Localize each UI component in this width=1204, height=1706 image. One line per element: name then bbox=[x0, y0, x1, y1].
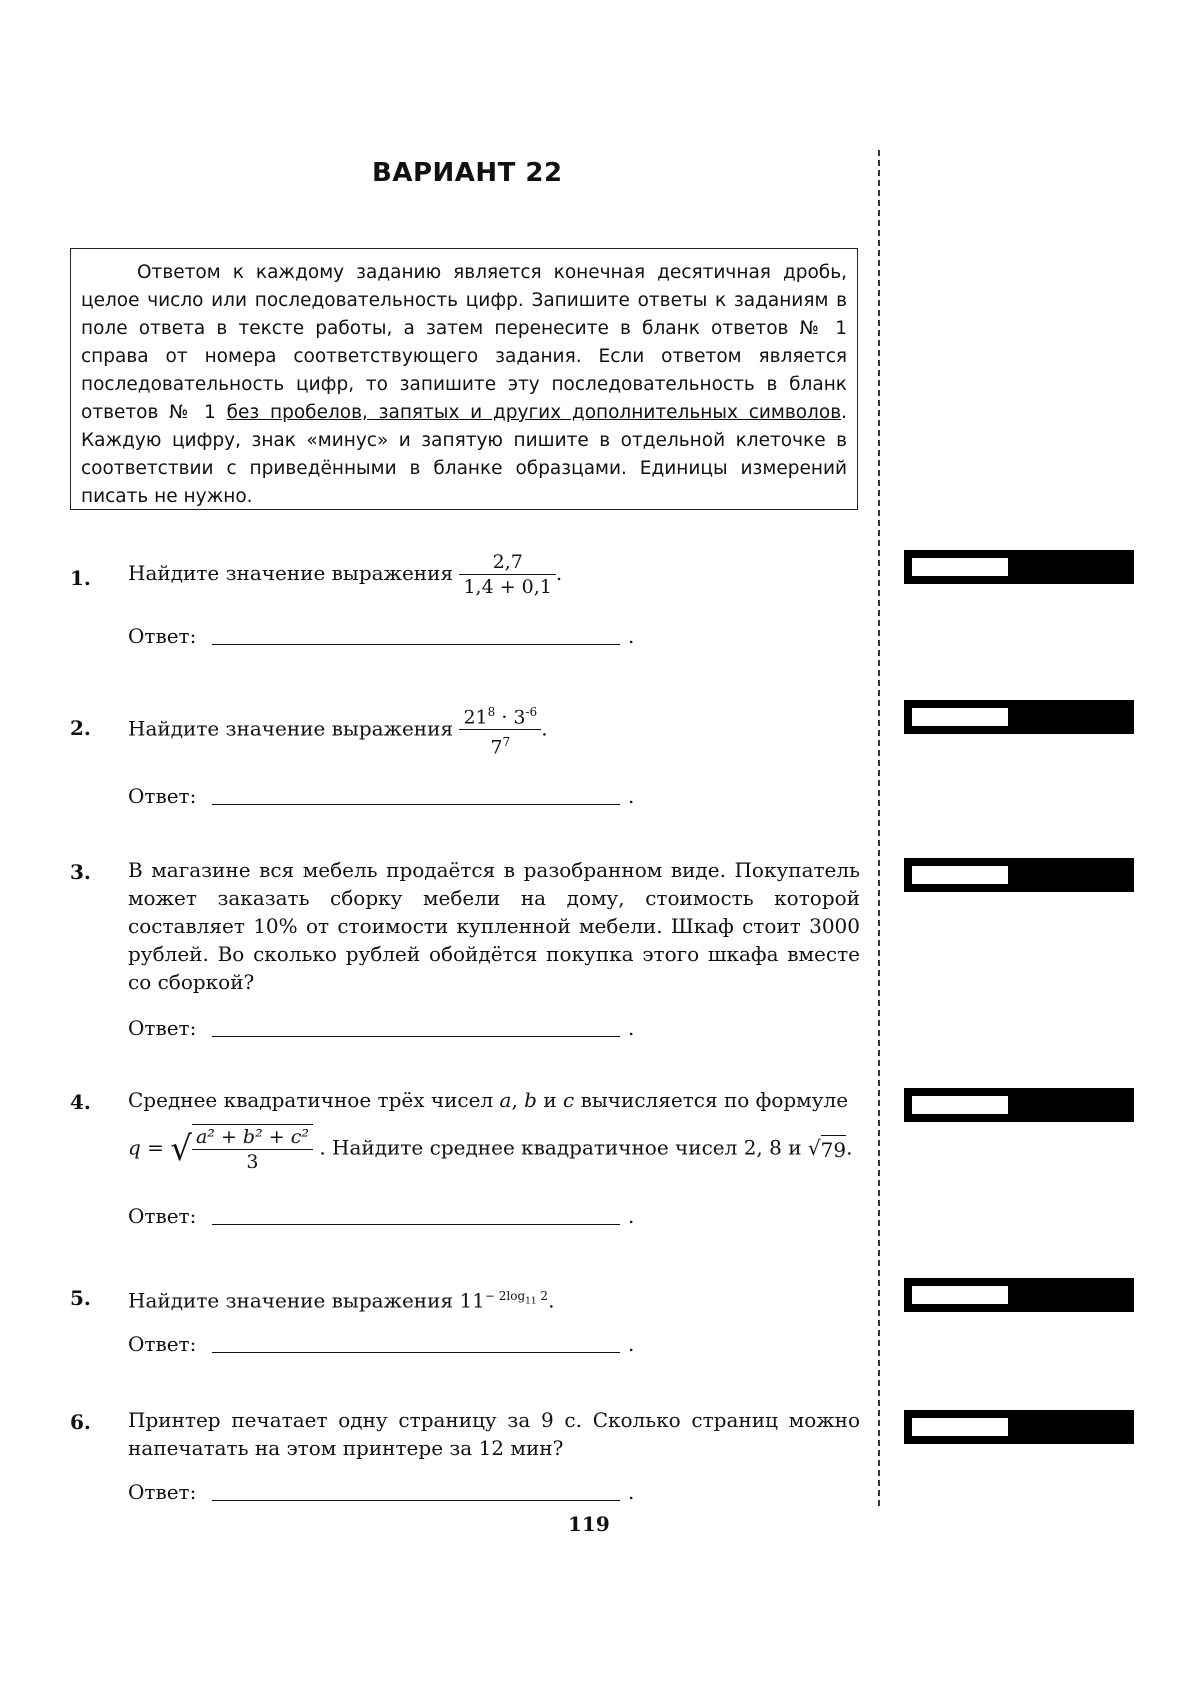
task-4-text: Среднее квадратичное трёх чисел a, b и c вычисляется по формуле bbox=[128, 1088, 849, 1112]
answer-label: Ответ: bbox=[128, 1332, 197, 1356]
task-number: 4. bbox=[70, 1090, 91, 1114]
task-number: 3. bbox=[70, 860, 91, 884]
answer-row-6: Ответ: . bbox=[128, 1480, 635, 1504]
answer-marker-3 bbox=[904, 858, 1134, 892]
cut-line bbox=[878, 150, 880, 1506]
task-number: 1. bbox=[70, 566, 91, 590]
task-3-text: В магазине вся мебель продаётся в разобранном виде. Покупатель может заказать сборку мебели на дому, стоимость которой составляет 10% от стоимости купленной мебели. Шкаф стоит 3000 рублей. Во сколько рублей обойдётся покупка этого шкафа вместе со сборкой? bbox=[128, 858, 860, 994]
task-2-text: Найдите значение выражения $\frac{21^8 \cdot 3^{-6}}{7^7}$ . bbox=[128, 700, 548, 760]
answer-marker-4 bbox=[904, 1088, 1134, 1122]
page-title: ВАРИАНТ 22 bbox=[372, 158, 563, 188]
answer-line[interactable] bbox=[212, 1500, 620, 1501]
answer-row-3: Ответ: . bbox=[128, 1016, 635, 1040]
task-number: 6. bbox=[70, 1410, 91, 1434]
sqrt: √ $\frac{\text{a² + b² + c²}}{3}$ bbox=[170, 1124, 313, 1174]
answer-label: Ответ: bbox=[128, 784, 197, 808]
instructions-box bbox=[70, 248, 858, 510]
answer-line[interactable] bbox=[212, 1036, 620, 1037]
answer-row-5: Ответ: . bbox=[128, 1332, 635, 1356]
answer-marker-2 bbox=[904, 700, 1134, 734]
fraction: $\frac{2,7}{1,4 + 0,1}$ bbox=[459, 550, 555, 599]
answer-marker-1 bbox=[904, 550, 1134, 584]
task-1-text: Найдите значение выражения $\frac{2,7}{1,4 + 0,1}$ . bbox=[128, 551, 563, 598]
answer-line[interactable] bbox=[212, 644, 620, 645]
answer-label: Ответ: bbox=[128, 1016, 197, 1040]
answer-marker-6 bbox=[904, 1410, 1134, 1444]
answer-row-2: Ответ: . bbox=[128, 784, 635, 808]
answer-label: Ответ: bbox=[128, 1204, 197, 1228]
answer-line[interactable] bbox=[212, 1352, 620, 1353]
answer-row-1: Ответ: . bbox=[128, 624, 635, 648]
task-6-text: Принтер печатает одну страницу за 9 с. Сколько страниц можно напечатать на этом принтере за 12 мин? bbox=[128, 1408, 860, 1460]
answer-line[interactable] bbox=[212, 804, 620, 805]
task-number: 2. bbox=[70, 716, 91, 740]
answer-label: Ответ: bbox=[128, 624, 197, 648]
answer-label: Ответ: bbox=[128, 1480, 197, 1504]
answer-marker-5 bbox=[904, 1278, 1134, 1312]
task-5-text: Найдите значение выражения $11^{- 2log_{11} 2}$. bbox=[128, 1288, 555, 1313]
answer-row-4: Ответ: . bbox=[128, 1204, 635, 1228]
fraction: $\frac{21^8 \cdot 3^{-6}}{7^7}$ bbox=[459, 700, 541, 760]
instructions-underlined: без пробелов, запятых и других дополнительных символов bbox=[226, 402, 842, 423]
task-4-formula: q = √ $\frac{\text{a² + b² + c²}}{3}$ . Найдите среднее квадратичное чисел 2, 8 и √79. bbox=[128, 1126, 853, 1173]
instructions-text: Ответом к каждому заданию является конечная десятичная дробь, целое число или последовательность цифр. Запишите ответы к заданиям в поле ответа в тексте работы, а затем перенесите в бланк ответов № 1 справа от номера соответствующего задания. Если ответом является последовательность цифр, то запишите эту последовательность в бланк ответов № 1 без пробелов, запятых и других дополнительных символов. Каждую цифру, знак «минус» и запятую пишите в отдельной клеточке в соответствии с приведёнными в бланке образцами. Единицы измерений писать не нужно. bbox=[81, 262, 847, 507]
answer-line[interactable] bbox=[212, 1224, 620, 1225]
sqrt: √79 bbox=[807, 1136, 847, 1162]
page-number: 119 bbox=[568, 1512, 610, 1536]
task-number: 5. bbox=[70, 1286, 91, 1310]
